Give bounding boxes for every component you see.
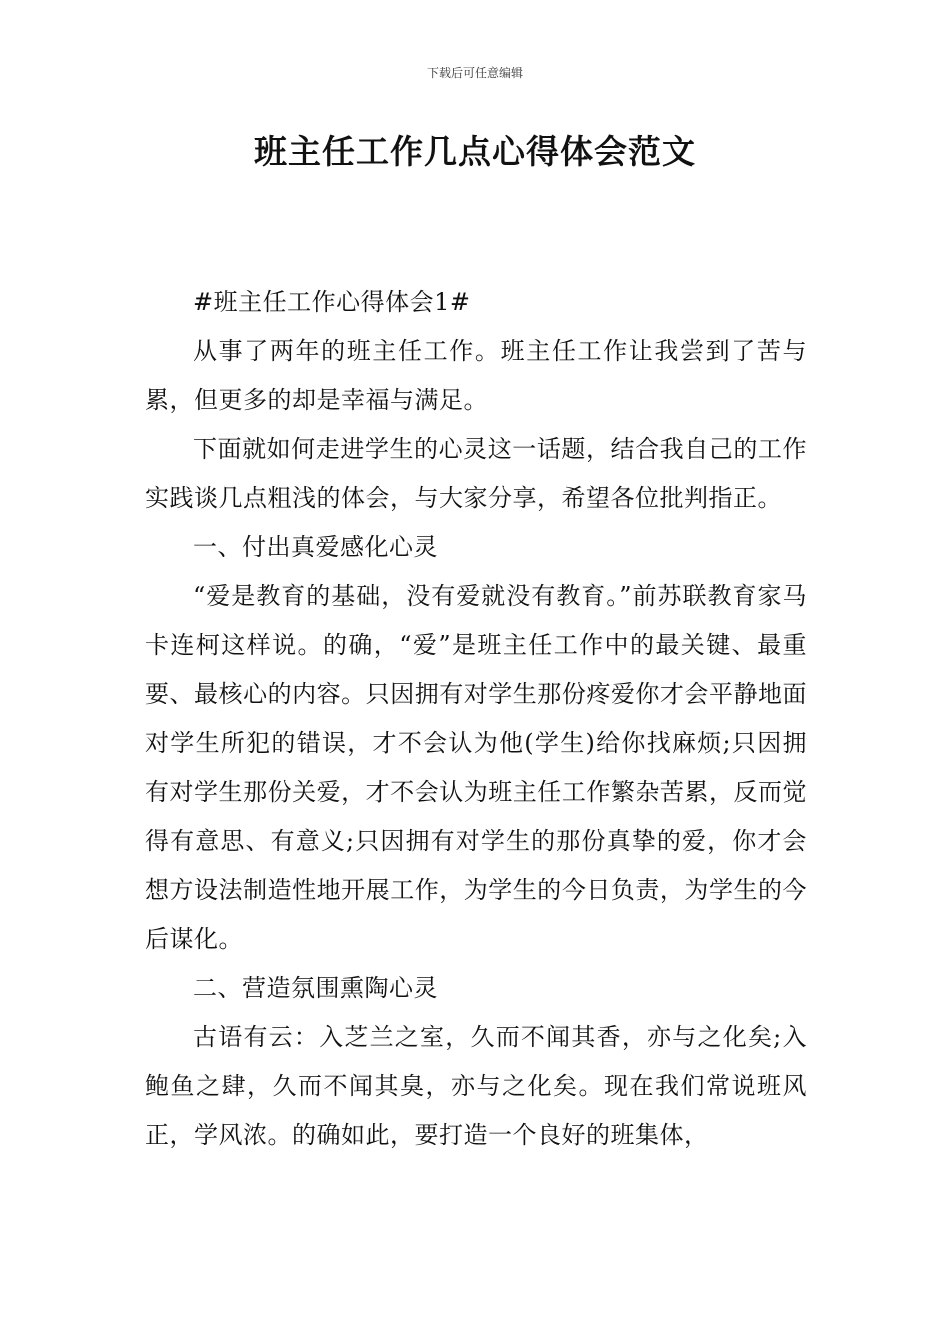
section-heading-1: #班主任工作心得体会1# [193,288,471,316]
paragraph-intro: 从事了两年的班主任工作。班主任工作让我尝到了苦与累，但更多的却是幸福与满足。 [145,337,807,414]
paragraph-topic: 下面就如何走进学生的心灵这一话题，结合我自己的工作实践谈几点粗浅的体会，与大家分享，希望各位批判指正。 [145,435,807,512]
subheading-atmosphere: 二、营造氛围熏陶心灵 [193,974,438,1002]
document-body [145,278,807,1160]
document-title: 班主任工作几点心得体会范文 [254,132,696,171]
paragraph-love: “爱是教育的基础，没有爱就没有教育。”前苏联教育家马卡连柯这样说。的确，“爱”是班主任工作中的最关键、最重要、最核心的内容。只因拥有对学生那份疼爱你才会平静地面对学生所犯的错误，才不会认为他(学生)给你找麻烦;只因拥有对学生那份关爱，才不会认为班主任工作繁杂苦累，反而觉得有意思、有意义;只因拥有对学生的那份真挚的爱，你才会想方设法制造性地开展工作，为学生的今日负责，为学生的今后谋化。 [145,582,807,953]
paragraph-atmosphere: 古语有云：入芝兰之室，久而不闻其香，亦与之化矣;入鲍鱼之肆，久而不闻其臭，亦与之化矣。现在我们常说班风正，学风浓。的确如此，要打造一个良好的班集体， [145,1023,807,1149]
subheading-love: 一、付出真爱感化心灵 [193,533,438,561]
header-note: 下载后可任意编辑 [426,66,523,80]
